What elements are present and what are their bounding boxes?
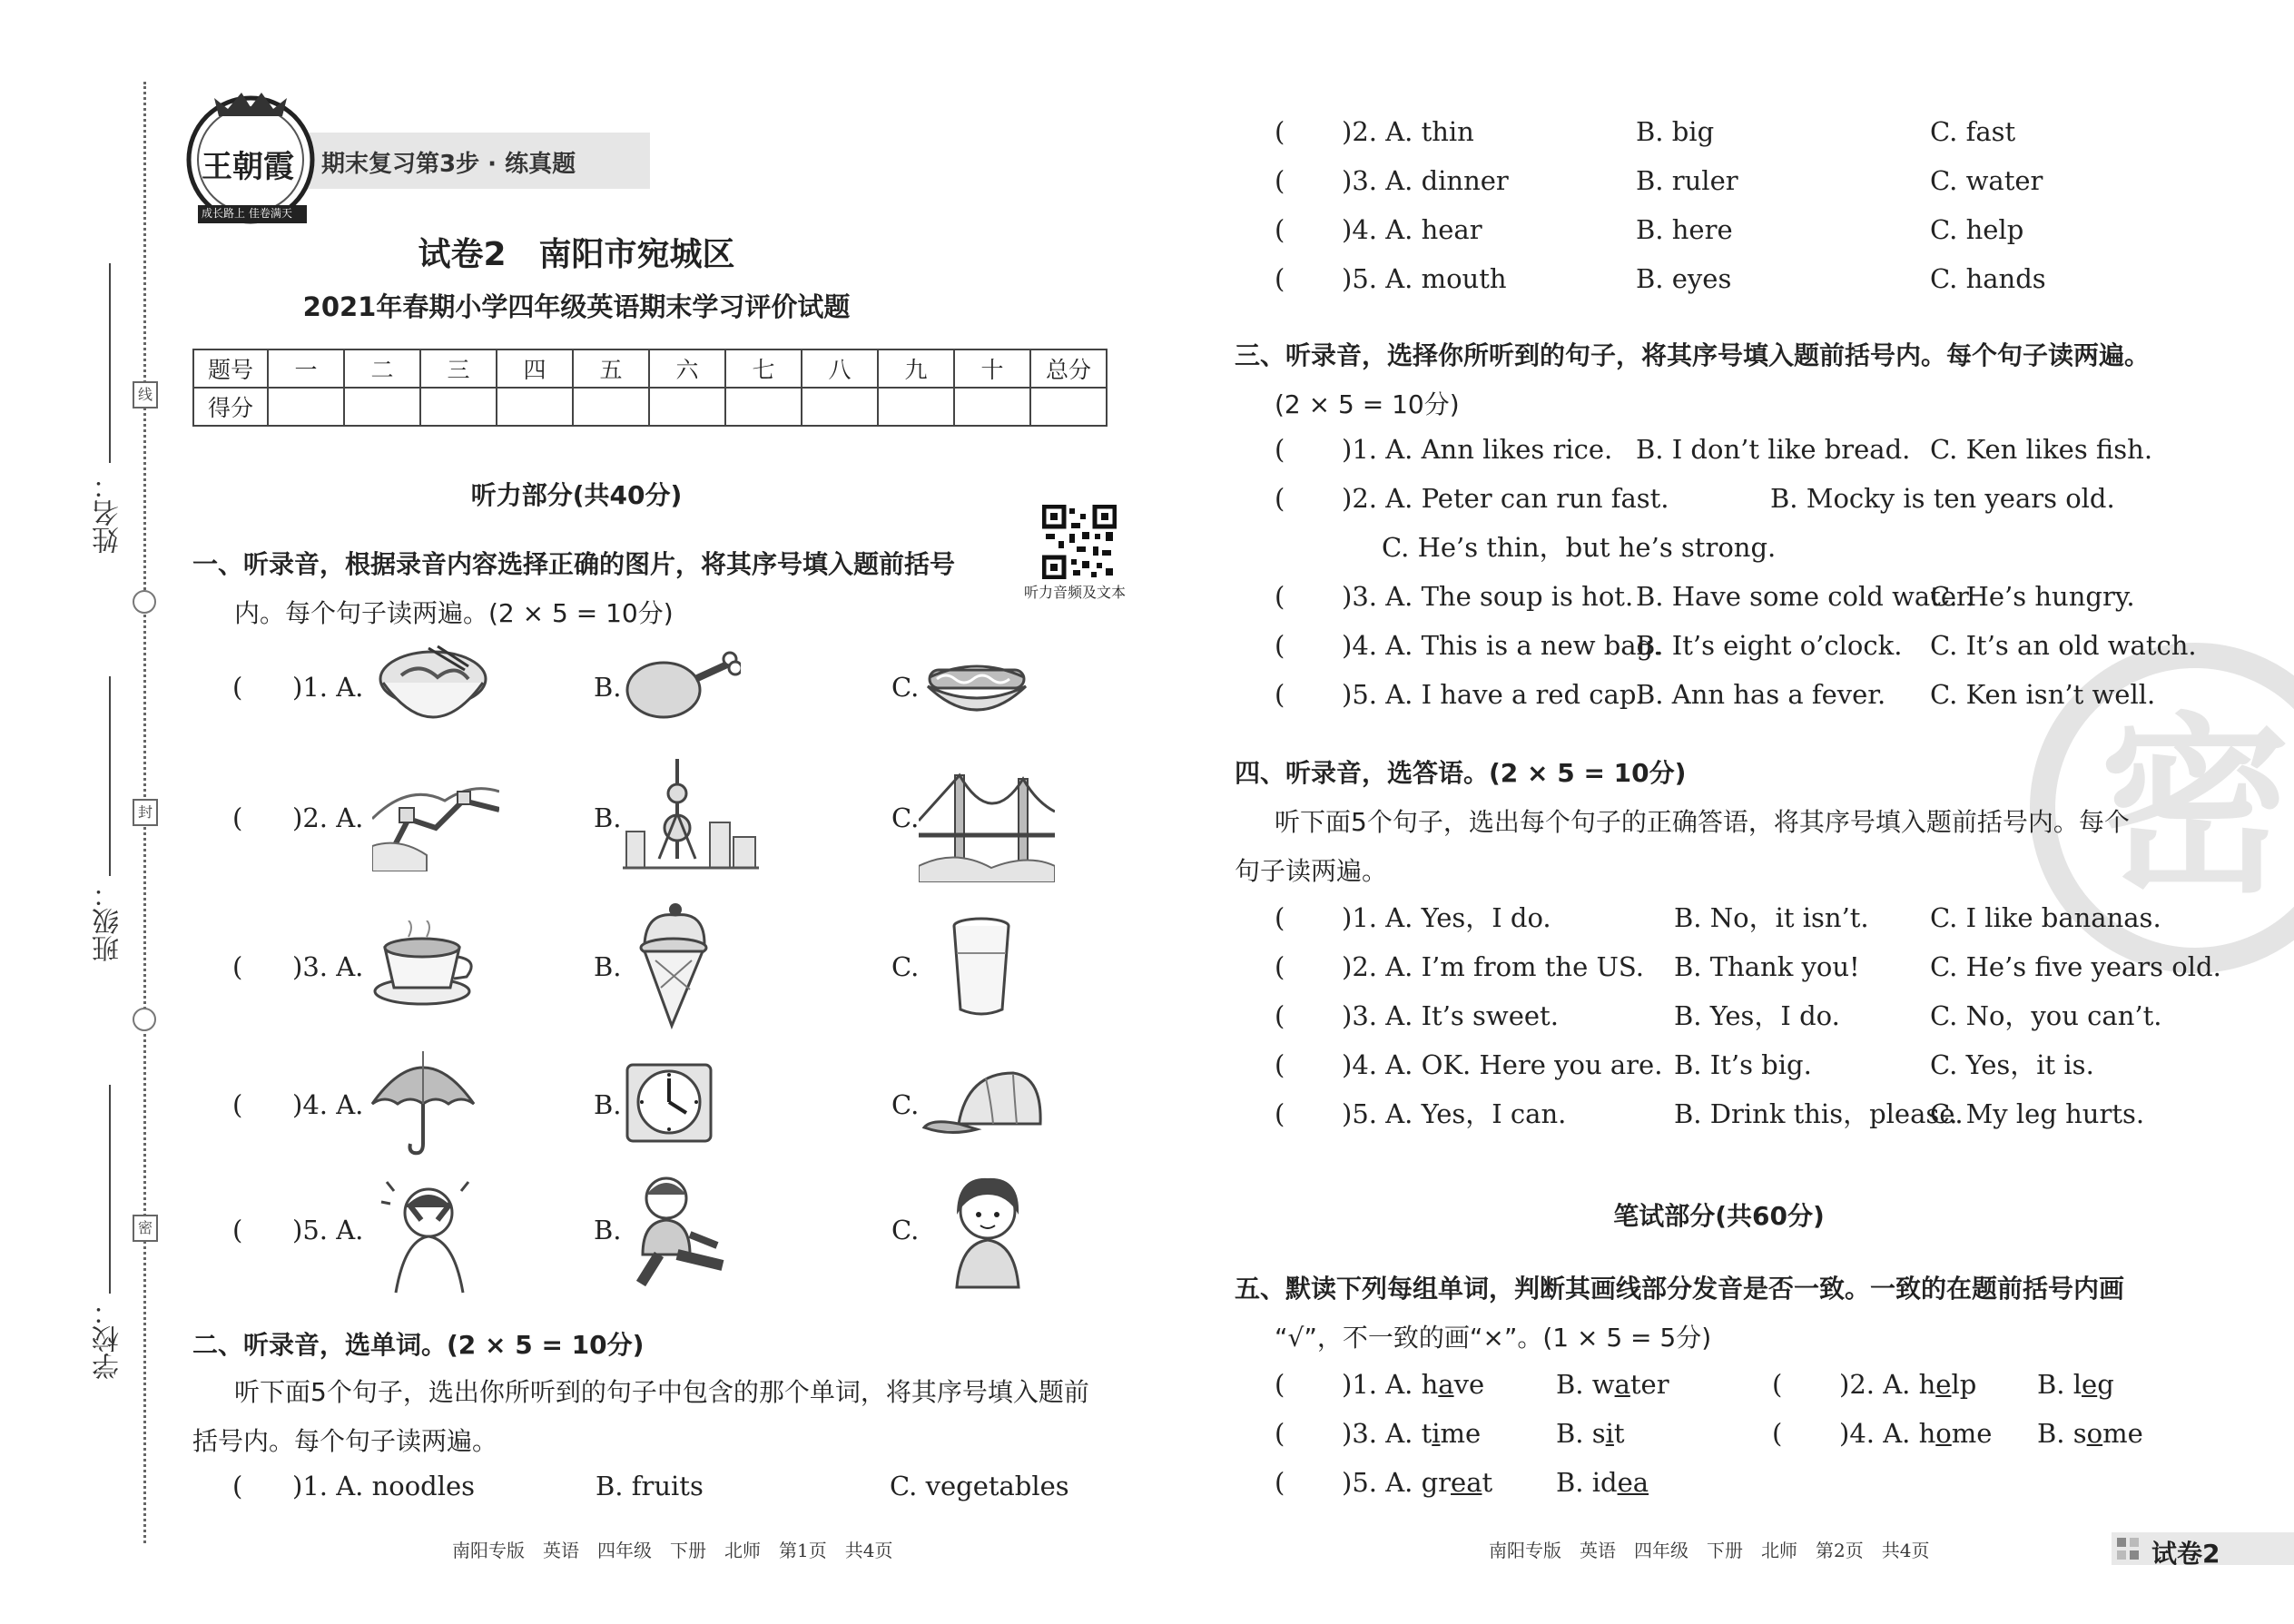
- binding-hole: [133, 590, 156, 614]
- score-cell[interactable]: [573, 388, 649, 426]
- umbrella-icon: [369, 1049, 478, 1158]
- class-label: 班级：: [93, 881, 124, 962]
- sec2-q2-paren[interactable]: (: [1275, 116, 1285, 147]
- sec4-q2-c: C. He’s five years old.: [1930, 951, 2221, 982]
- bridge-icon: [919, 766, 1055, 882]
- sec2-heading: 二、听录音，选单词。(2 × 5 = 10分): [192, 1330, 645, 1360]
- seal-char-seal: 封: [133, 799, 158, 826]
- qr-caption: 听力音频及文本: [1024, 584, 1127, 601]
- score-cell[interactable]: [1030, 388, 1107, 426]
- score-header-cell: 八: [802, 349, 878, 388]
- sec4-q1-a: )1. A. Yes，I do.: [1342, 902, 1551, 933]
- sec5-q5-a: )5. A. great: [1342, 1467, 1493, 1498]
- sec1-q5-c: C.: [891, 1215, 920, 1245]
- sec3-q1-b: B. I don’t like bread.: [1636, 434, 1911, 465]
- sec2-q4-b: B. here: [1636, 214, 1733, 245]
- sec4-heading: 四、听录音，选答语。(2 × 5 = 10分): [1235, 758, 1687, 788]
- sitting-boy-icon: [623, 1171, 741, 1289]
- score-cell[interactable]: [497, 388, 573, 426]
- school-label: 学校：: [93, 1298, 124, 1380]
- sec3-q2-paren[interactable]: (: [1275, 483, 1285, 514]
- sec1-q5-b: B.: [594, 1215, 622, 1245]
- sec2-q5-a: )5. A. mouth: [1342, 263, 1507, 294]
- sec2-q2-b: B. big: [1636, 116, 1715, 147]
- paper-tag: [2112, 1532, 2294, 1569]
- sec1-heading: 一、听录音，根据录音内容选择正确的图片，将其序号填入题前括号: [192, 549, 956, 579]
- sec1-q4-b: B.: [594, 1089, 622, 1120]
- sec1-q5-paren[interactable]: (: [232, 1215, 243, 1245]
- sec4-q1-paren[interactable]: (: [1275, 902, 1285, 933]
- sec5-heading-cont: “√”，不一致的画“×”。(1 × 5 = 5分): [1275, 1323, 1712, 1353]
- qr-code-icon[interactable]: [1042, 505, 1117, 579]
- tag-label: 试卷2: [2151, 1539, 2220, 1569]
- sec2-q1-paren[interactable]: (: [232, 1471, 243, 1501]
- sec5-q3-paren[interactable]: (: [1275, 1418, 1285, 1449]
- sec1-q1-c: C.: [891, 672, 920, 703]
- footer-left: 南阳专版 英语 四年级 下册 北师 第1页 共4页: [452, 1540, 893, 1561]
- sec4-q5-b: B. Drink this，please.: [1674, 1098, 1964, 1129]
- sec3-q4-a: )4. A. This is a new bag.: [1342, 630, 1662, 661]
- sec2-q3-paren[interactable]: (: [1275, 165, 1285, 196]
- sec2-q1-c: C. vegetables: [890, 1471, 1069, 1501]
- sec3-q5-b: B. Ann has a fever.: [1636, 679, 1886, 710]
- sec3-q3-b: B. Have some cold water.: [1636, 581, 1974, 612]
- sec1-q2-paren[interactable]: (: [232, 802, 243, 833]
- sec3-q5-paren[interactable]: (: [1275, 679, 1285, 710]
- sec3-heading: 三、听录音，选择你所听到的句子，将其序号填入题前括号内。每个句子读两遍。: [1235, 340, 2151, 370]
- sec3-q3-c: C. He’s hungry.: [1930, 581, 2135, 612]
- score-header-cell: 十: [954, 349, 1030, 388]
- tea-cup-icon: [372, 920, 481, 1008]
- score-table-header-row: [193, 349, 1107, 388]
- sec3-q3-a: )3. A. The soup is hot.: [1342, 581, 1634, 612]
- sec3-q2-c: C. He’s thin，but he’s strong.: [1382, 532, 1777, 563]
- sec1-heading-cont: 内。每个句子读两遍。(2 × 5 = 10分): [234, 598, 674, 628]
- sec1-q2-num: )2. A.: [292, 802, 364, 833]
- sec2-q3-b: B. ruler: [1636, 165, 1738, 196]
- sec3-q2-b: B. Mocky is ten years old.: [1770, 483, 2115, 514]
- score-header-cell: 一: [268, 349, 344, 388]
- sec1-q4-num: )4. A.: [292, 1089, 364, 1120]
- sec2-q3-c: C. water: [1930, 165, 2043, 196]
- score-header-cell: 二: [344, 349, 420, 388]
- sec2-q4-paren[interactable]: (: [1275, 214, 1285, 245]
- sec4-q1-b: B. No，it isn’t.: [1674, 902, 1869, 933]
- great-wall-icon: [372, 764, 499, 871]
- logo-brand: 王朝霞: [202, 149, 294, 185]
- sec1-q5-num: )5. A.: [292, 1215, 364, 1245]
- sec4-intro: 听下面5个句子，选出每个句子的正确答语，将其序号填入题前括号内。每个: [1275, 807, 2130, 837]
- score-header-cell: 总分: [1030, 349, 1107, 388]
- sec1-q3-num: )3. A.: [292, 951, 364, 982]
- hot-dog-icon: [922, 650, 1031, 723]
- noodles-bowl-icon: [374, 643, 492, 730]
- sec2-q3-a: )3. A. dinner: [1342, 165, 1509, 196]
- writing-heading: 笔试部分(共60分): [1613, 1201, 1825, 1231]
- sec5-q1-paren[interactable]: (: [1275, 1369, 1285, 1400]
- step-banner: 期末复习第3步 · 练真题: [321, 151, 576, 178]
- sec3-q5-c: C. Ken isn’t well.: [1930, 679, 2156, 710]
- sec3-q4-c: C. It’s an old watch.: [1930, 630, 2197, 661]
- score-header-cell: 九: [878, 349, 954, 388]
- sec2-q5-c: C. hands: [1930, 263, 2046, 294]
- sec5-q5-paren[interactable]: (: [1275, 1467, 1285, 1498]
- sec3-q1-paren[interactable]: (: [1275, 434, 1285, 465]
- sec4-q2-paren[interactable]: (: [1275, 951, 1285, 982]
- class-line[interactable]: [109, 676, 111, 876]
- sec5-q1-b: B. water: [1556, 1369, 1669, 1400]
- score-row-label: 得分: [193, 388, 268, 426]
- cap-icon: [922, 1068, 1044, 1140]
- score-cell[interactable]: [954, 388, 1030, 426]
- sec4-q5-c: C. My leg hurts.: [1930, 1098, 2145, 1129]
- sec2-q4-c: C. help: [1930, 214, 2024, 245]
- sec4-q4-b: B. It’s big.: [1674, 1049, 1812, 1080]
- seal-char-line: 线: [133, 381, 158, 408]
- sec4-q4-c: C. Yes，it is.: [1930, 1049, 2094, 1080]
- sec3-q4-paren[interactable]: (: [1275, 630, 1285, 661]
- sec3-q5-a: )5. A. I have a red cap.: [1342, 679, 1645, 710]
- sec5-q5-b: B. idea: [1556, 1467, 1649, 1498]
- sec4-q3-a: )3. A. It’s sweet.: [1342, 1000, 1559, 1031]
- sec2-q4-a: )4. A. hear: [1342, 214, 1482, 245]
- sec2-q1-a: )1. A. noodles: [292, 1471, 476, 1501]
- sec5-q2-b: B. leg: [2037, 1369, 2114, 1400]
- score-cell[interactable]: [268, 388, 344, 426]
- sec1-q4-c: C.: [891, 1089, 920, 1120]
- sec5-q4-paren[interactable]: (: [1772, 1418, 1783, 1449]
- sec3-q3-paren[interactable]: (: [1275, 581, 1285, 612]
- footer-right: 南阳专版 英语 四年级 下册 北师 第2页 共4页: [1489, 1540, 1930, 1561]
- sec3-q4-b: B. It’s eight o’clock.: [1636, 630, 1903, 661]
- score-table: [192, 349, 1108, 427]
- score-header-cell: 三: [420, 349, 497, 388]
- page-title: 试卷2 南阳市宛城区: [418, 236, 735, 273]
- sec1-q3-b: B.: [594, 951, 622, 982]
- score-cell[interactable]: [420, 388, 497, 426]
- sec4-q5-a: )5. A. Yes，I can.: [1342, 1098, 1567, 1129]
- sec2-intro: 听下面5个句子，选出你所听到的句子中包含的那个单词，将其序号填入题前: [234, 1377, 1089, 1407]
- logo-slogan: 成长路上 佳卷满天: [202, 207, 292, 220]
- sec1-q2-b: B.: [594, 802, 622, 833]
- score-header-cell: 六: [649, 349, 725, 388]
- girl-icon: [939, 1171, 1039, 1289]
- score-header-cell: 题号: [193, 349, 268, 388]
- sec4-intro-cont: 句子读两遍。: [1235, 856, 1388, 886]
- sec1-q1-b: B.: [594, 672, 622, 703]
- sec5-q2-a: )2. A. help: [1839, 1369, 1977, 1400]
- sec2-q2-c: C. fast: [1930, 116, 2016, 147]
- score-cell[interactable]: [649, 388, 725, 426]
- score-header-cell: 四: [497, 349, 573, 388]
- score-header-cell: 五: [573, 349, 649, 388]
- sec3-heading-cont: (2 × 5 = 10分): [1275, 389, 1460, 419]
- sec4-q1-c: C. I like bananas.: [1930, 902, 2161, 933]
- sec4-q2-b: B. Thank you!: [1674, 951, 1860, 982]
- sec5-q1-a: )1. A. have: [1342, 1369, 1485, 1400]
- sec1-q1-paren[interactable]: (: [232, 672, 243, 703]
- sec5-q3-a: )3. A. time: [1342, 1418, 1482, 1449]
- sec1-q3-paren[interactable]: (: [232, 951, 243, 982]
- sec2-intro-cont: 括号内。每个句子读两遍。: [192, 1426, 498, 1456]
- page-subtitle: 2021年春期小学四年级英语期末学习评价试题: [302, 291, 851, 322]
- score-cell[interactable]: [725, 388, 802, 426]
- score-cell[interactable]: [344, 388, 420, 426]
- binding-hole: [133, 1008, 156, 1031]
- sec2-q5-b: B. eyes: [1636, 263, 1732, 294]
- sec2-q2-a: )2. A. thin: [1342, 116, 1474, 147]
- clock-icon: [625, 1062, 714, 1144]
- sec5-q2-paren[interactable]: (: [1772, 1369, 1783, 1400]
- sec5-q4-a: )4. A. home: [1839, 1418, 1993, 1449]
- sec4-q3-paren[interactable]: (: [1275, 1000, 1285, 1031]
- school-line[interactable]: [109, 1085, 111, 1294]
- name-label: 姓名：: [93, 472, 124, 554]
- headache-boy-icon: [369, 1176, 487, 1294]
- sec5-heading: 五、默读下列每组单词，判断其画线部分发音是否一致。一致的在题前括号内画: [1235, 1274, 2125, 1304]
- sec5-q3-b: B. sit: [1556, 1418, 1625, 1449]
- sec1-q3-c: C.: [891, 951, 920, 982]
- sec3-q1-c: C. Ken likes fish.: [1930, 434, 2153, 465]
- sec4-q5-paren[interactable]: (: [1275, 1098, 1285, 1129]
- sec1-q4-paren[interactable]: (: [232, 1089, 243, 1120]
- glass-icon: [950, 917, 1013, 1019]
- sec4-q2-a: )2. A. I’m from the US.: [1342, 951, 1644, 982]
- score-cell[interactable]: [802, 388, 878, 426]
- score-cell[interactable]: [878, 388, 954, 426]
- score-header-cell: 七: [725, 349, 802, 388]
- chicken-leg-icon: [623, 650, 741, 723]
- sec4-q4-a: )4. A. OK. Here you are.: [1342, 1049, 1663, 1080]
- seal-char-secret: 密: [133, 1215, 158, 1242]
- sec5-q4-b: B. some: [2037, 1418, 2143, 1449]
- sec4-q3-b: B. Yes，I do.: [1674, 1000, 1840, 1031]
- sec4-q3-c: C. No，you can’t.: [1930, 1000, 2162, 1031]
- sec4-q4-paren[interactable]: (: [1275, 1049, 1285, 1080]
- sec3-q2-a: )2. A. Peter can run fast.: [1342, 483, 1669, 514]
- score-table-score-row: [193, 388, 1107, 426]
- watermark-text: 密: [2099, 696, 2291, 919]
- sec1-q2-c: C.: [891, 802, 920, 833]
- listening-heading: 听力部分(共40分): [470, 480, 683, 510]
- sec3-q1-a: )1. A. Ann likes rice.: [1342, 434, 1613, 465]
- sec1-q1-num: )1. A.: [292, 672, 364, 703]
- logo: [178, 89, 650, 234]
- sec2-q1-b: B. fruits: [596, 1471, 704, 1501]
- ice-cream-icon: [637, 902, 710, 1029]
- tv-tower-icon: [623, 759, 759, 871]
- sec2-q5-paren[interactable]: (: [1275, 263, 1285, 294]
- tag-squares-icon: [2112, 1532, 2155, 1565]
